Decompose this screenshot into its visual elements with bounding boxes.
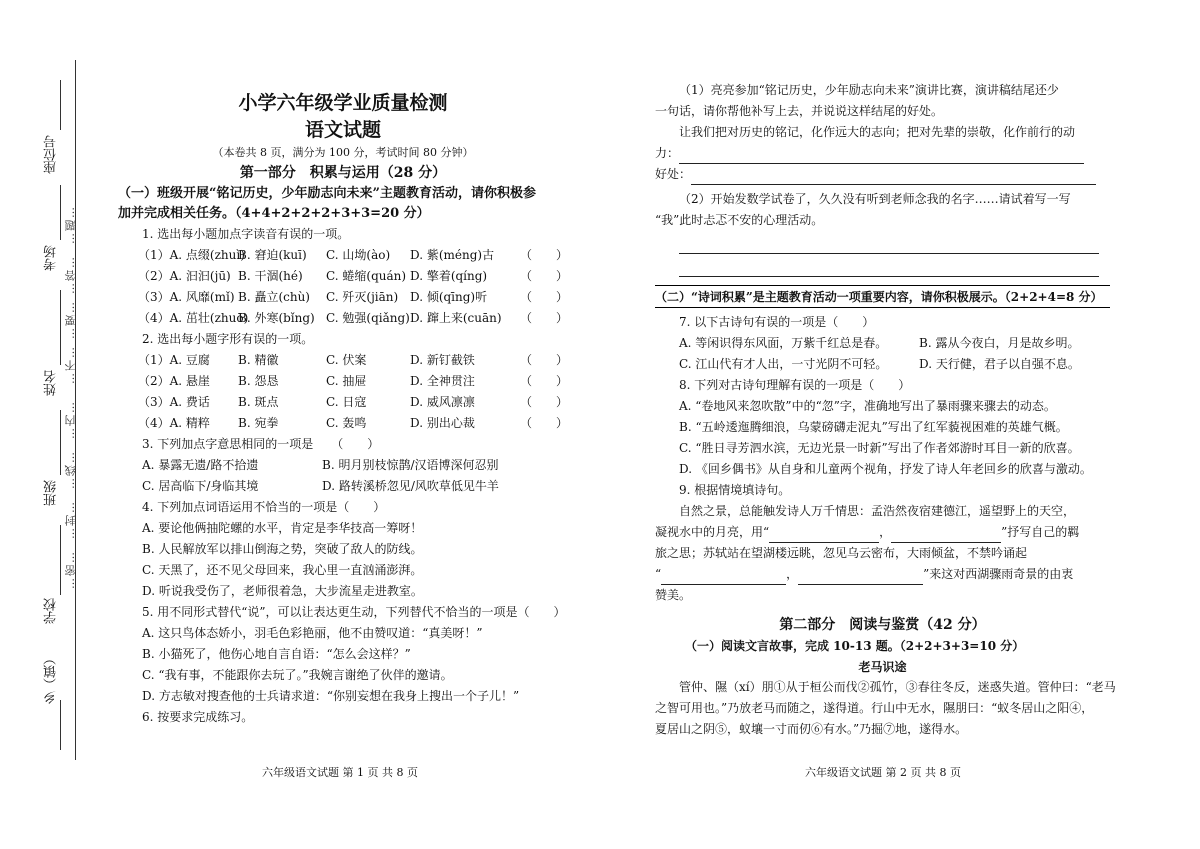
q8-option-d: D. 《回乡偶书》从自身和儿童两个视角，抒发了诗人年老回乡的欣喜与激动。 [679, 462, 1092, 476]
q7-option-c: C. 江山代有才人出，一寸光阴不可轻。 [679, 357, 888, 371]
answer-paren[interactable]: （ ） [520, 416, 569, 430]
q9-paragraph-line5: 赞美。 [655, 588, 692, 602]
seal-dot-6: …线… [64, 450, 77, 489]
q5-option-a: A. 这只鸟体态娇小，羽毛色彩艳丽，他不由赞叹道：“真美呀！” [142, 626, 483, 640]
seal-dot-5: …内… [64, 400, 77, 439]
question-8: 8. 下列对古诗句理解有误的一项是（ ） [679, 378, 911, 392]
q3-option-d: D. 路转溪桥忽见/风吹草低见牛羊 [322, 479, 499, 493]
q9-paragraph-line3: 旅之思；苏轼站在望湖楼远眺，忽见乌云密布，大雨倾盆，不禁吟诵起 [655, 546, 1028, 560]
q3-options-cd [118, 476, 568, 497]
q6-part2-answer-lines [655, 239, 1110, 277]
q6-part1-answer-row [655, 143, 1110, 164]
reading-section-header: （一）阅读文言故事，完成 10-13 题。（2+2+3+3=10 分） [685, 639, 1025, 653]
q4-option-a: A. 要论他俩抽陀螺的水平，肯定是李华技高一筹呀！ [142, 521, 423, 535]
answer-line-power[interactable] [679, 149, 1084, 164]
township-blank[interactable] [60, 700, 61, 750]
q6-part1-line1: （1）亮亮参加“铭记历史，少年励志向未来”演讲比赛，演讲稿结尾还少 [679, 83, 1059, 97]
page-footer-left: 六年级语文试题 第 1 页 共 8 页 [262, 766, 418, 779]
question-3: 3. 下列加点字意思相同的一项是 （ ） [142, 437, 380, 451]
q2-row: （2）A. 悬崖 B. 怨恳 C. 抽屉 D. 全神贯注 （ ） [118, 371, 568, 392]
seat-number-label: 座位号 [44, 135, 59, 174]
q9-paragraph-line1: 自然之景，总能触发诗人万千情思：孟浩然夜宿建德江，遥望野上的天空， [679, 504, 1076, 518]
answer-line[interactable] [679, 262, 1099, 277]
q9-text: ”抒写自己的羁 [1001, 525, 1080, 539]
seal-dot-4: …不… [64, 345, 77, 384]
q1-row: （3）A. 风靡(mǐ) B. 矗立(chù) C. 歼灭(jiān) D. 倾(qīng)听 （ ） [118, 287, 568, 308]
q8-option-c: C. “胜日寻芳泗水滨，无边光景一时新”写出了作者郊游时耳目一新的欣喜。 [679, 441, 1080, 455]
seal-dot-7: …封… [64, 500, 77, 539]
q9-text: ， [879, 525, 892, 539]
q2-row: （1）A. 豆腐 B. 精徽 C. 伏案 D. 新钉截铁 （ ） [118, 350, 568, 371]
question-5: 5. 用不同形式替代“说”，可以让表达更生动，下列替代不恰当的一项是（ ） [142, 605, 566, 619]
q3-option-c: C. 居高临下/身临其境 [142, 479, 259, 493]
answer-paren[interactable]: （ ） [520, 269, 569, 283]
answer-line-benefit[interactable] [691, 170, 1096, 185]
exam-room-label: 考场 [44, 245, 59, 271]
section1-intro-cont: 加并完成相关任务。（4+4+2+2+2+3+3=20 分） [118, 206, 430, 221]
answer-paren[interactable]: （ ） [520, 353, 569, 367]
q7-options-ab [655, 333, 1110, 354]
poem-blank-2[interactable] [891, 528, 1001, 543]
school-blank[interactable] [60, 525, 61, 595]
school-label: 学校 [44, 598, 59, 624]
power-label: 力： [655, 146, 680, 160]
q1-row: （1）A. 点缀(zhuì) B. 窘迫(kuī) C. 山坳(ào) D. 紫(méng)古 （ ） [118, 245, 568, 266]
question-7: 7. 以下古诗句有误的一项是（ ） [679, 315, 875, 329]
seal-dot-8: …密… [64, 550, 77, 589]
answer-paren[interactable]: （ ） [520, 311, 569, 325]
class-label: 班级 [44, 480, 59, 506]
q6-part2-line2: “我”此时忐忑不安的心理活动。 [655, 213, 824, 227]
q6-part2-line1: （2）开始发数学试卷了，久久没有听到老师念我的名字……请试着写一写 [679, 192, 1071, 206]
name-blank[interactable] [60, 290, 61, 365]
q9-text: “ [655, 567, 662, 581]
question-2: 2. 选出每小题字形有误的一项。 [142, 332, 314, 346]
q9-paragraph-line2 [655, 522, 1110, 543]
part1-title: 第一部分 积累与运用（28 分） [239, 165, 447, 181]
q5-option-d: D. 方志敏对搜查他的士兵请求道：“你别妄想在我身上搜出一个子儿！” [142, 689, 520, 703]
q3-option-a: A. 暴露无遗/路不拾遗 [142, 458, 259, 472]
answer-paren[interactable]: （ ） [520, 290, 569, 304]
question-6: 6. 按要求完成练习。 [142, 710, 254, 724]
q4-option-d: D. 听说我受伤了，老师很着急，大步流星走进教室。 [142, 584, 423, 598]
q7-option-b: B. 露从今夜白，月是故乡明。 [919, 336, 1080, 350]
seal-dot-2: …答… [64, 255, 77, 294]
exam-room-blank[interactable] [60, 185, 61, 240]
class-blank[interactable] [60, 410, 61, 475]
section1-intro: （一）班级开展“铭记历史，少年励志向未来”主题教育活动，请你积极参 [118, 186, 536, 201]
question-4: 4. 下列加点词语运用不恰当的一项是（ ） [142, 500, 386, 514]
poem-blank-3[interactable] [661, 570, 786, 585]
q2-row: （3）A. 费话 B. 斑点 C. 日寇 D. 威风凛凛 （ ） [118, 392, 568, 413]
exam-info: （本卷共 8 页，满分为 100 分，考试时间 80 分钟） [212, 146, 474, 159]
q1-row: （4）A. 茁壮(zhuō) B. 外寒(bǐng) C. 勉强(qiǎng) D. 蹿上来(cuān) （ ） [118, 308, 568, 329]
q7-option-d: D. 天行健，君子以自强不息。 [919, 357, 1080, 371]
q9-text: ”来这对西湖骤雨奇景的由衷 [923, 567, 1074, 581]
q8-option-a: A. “卷地风来忽吹散”中的“忽”字，准确地写出了暴雨骤来骤去的动态。 [679, 399, 1056, 413]
q6-part1-line2: 一句话，请你帮他补写上去，并说说这样结尾的好处。 [655, 104, 944, 118]
poem-blank-4[interactable] [798, 570, 923, 585]
question-1: 1. 选出每小题加点字读音有误的一项。 [142, 227, 350, 241]
q9-paragraph-line4 [655, 564, 1110, 585]
q5-option-b: B. 小猫死了，他伤心地自言自语：“怎么会这样？” [142, 647, 411, 661]
answer-line[interactable] [679, 239, 1099, 254]
exam-title: 小学六年级学业质量检测 [238, 92, 448, 114]
story-line1: 管仲、隰（xí）朋①从于桓公而伐②孤竹，③春往冬反，迷惑失道。管仲曰：“老马 [679, 680, 1116, 694]
q5-option-c: C. “我有事，不能跟你去玩了。”我婉言谢绝了伙伴的邀请。 [142, 668, 453, 682]
story-title: 老马识途 [858, 660, 907, 674]
poem-blank-1[interactable] [769, 528, 879, 543]
q2-options [118, 350, 568, 434]
answer-paren[interactable]: （ ） [520, 395, 569, 409]
q1-row: （2）A. 汩汩(jū) B. 干涸(hé) C. 蜷缩(quán) D. 擎着(qíng) （ ） [118, 266, 568, 287]
benefit-row [655, 164, 1110, 185]
answer-paren[interactable]: （ ） [520, 374, 569, 388]
q7-option-a: A. 等闲识得东风面，万紫千红总是春。 [679, 336, 888, 350]
story-line3: 夏居山之阴⑤，蚁壤一寸而仞⑥有水。”乃掘⑦地，遂得水。 [655, 722, 968, 736]
q3-option-b: B. 明月别枝惊鹊/汉语博深何忍别 [322, 458, 499, 472]
q4-option-b: B. 人民解放军以排山倒海之势，突破了敌人的防线。 [142, 542, 423, 556]
q9-text: 凝视水中的月亮，用“ [655, 525, 770, 539]
q7-options-cd [655, 354, 1110, 375]
q3-options-ab [118, 455, 568, 476]
q4-option-c: C. 天黑了，还不见父母回来，我心里一直汹涌澎湃。 [142, 563, 423, 577]
q6-part1-line3: 让我们把对历史的铭记，化作远大的志向；把对先辈的崇敬，化作前行的动 [679, 125, 1076, 139]
benefit-label: 好处： [655, 167, 692, 181]
page-footer-right: 六年级语文试题 第 2 页 共 8 页 [805, 766, 961, 779]
township-label: 乡（镇） [44, 652, 59, 704]
question-9: 9. 根据情境填诗句。 [679, 483, 791, 497]
exam-subject: 语文试题 [304, 119, 381, 141]
right-page [655, 80, 1116, 740]
part2-title: 第二部分 阅读与鉴赏（42 分） [779, 617, 986, 633]
q9-text: ， [786, 567, 799, 581]
answer-paren[interactable]: （ ） [520, 248, 569, 262]
q2-row: （4）A. 精粹 B. 宛拳 C. 轰鸣 D. 别出心裁 （ ） [118, 413, 568, 434]
q8-option-b: B. “五岭逶迤腾细浪，乌蒙磅礴走泥丸”写出了红军藐视困难的英雄气概。 [679, 420, 1068, 434]
q1-options [118, 245, 568, 329]
left-page [118, 80, 568, 728]
section2-header: （二）“诗词积累”是主题教育活动一项重要内容，请你积极展示。（2+2+4=8 分） [655, 285, 1110, 308]
seal-dot-1: …题… [64, 205, 77, 244]
name-label: 姓名 [44, 370, 59, 396]
seat-number-blank[interactable] [60, 80, 61, 130]
seal-dot-3: …要… [64, 300, 77, 339]
story-line2: 之智可用也。”乃放老马而随之，遂得道。行山中无水，隰朋曰：“蚁冬居山之阳④， [655, 701, 1094, 715]
